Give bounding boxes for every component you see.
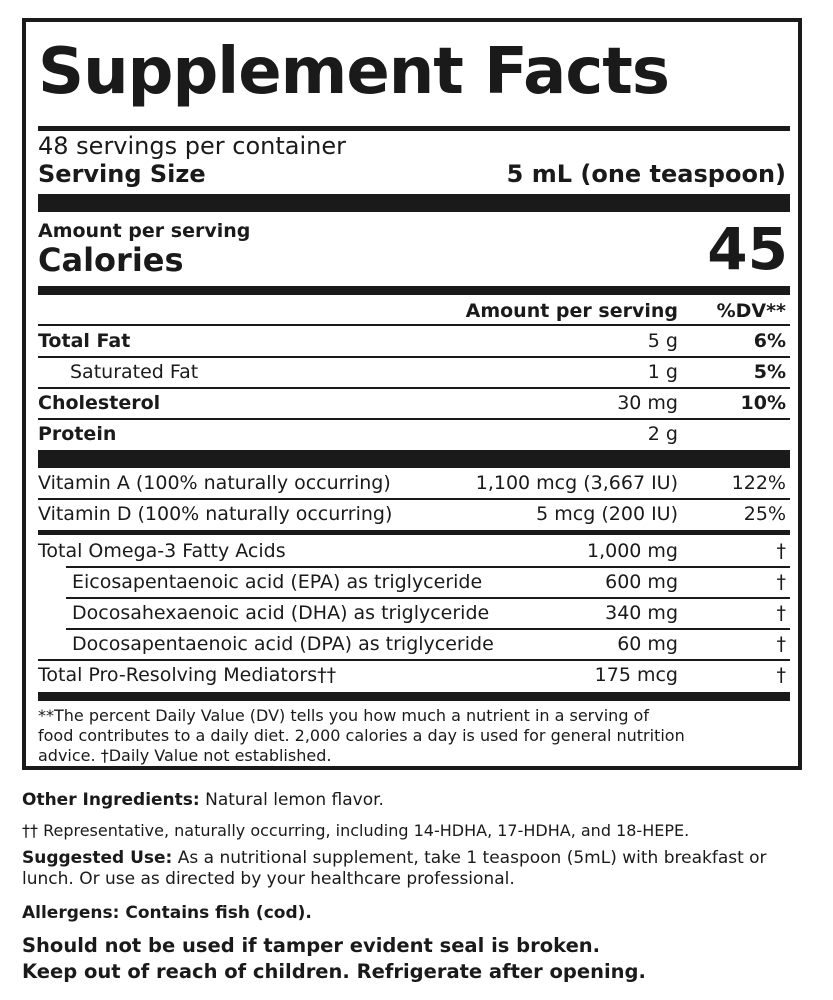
nutrient-dv: 10% <box>740 392 786 414</box>
other-ingredients <box>22 790 812 811</box>
row-divider <box>38 659 790 661</box>
servings-per-container: 48 servings per container <box>38 132 346 160</box>
serving-size-label: Serving Size <box>38 160 206 188</box>
row-divider <box>66 566 790 568</box>
calories-value: 45 <box>707 215 788 283</box>
representative-note: †† Representative, naturally occurring, including 14-HDHA, 17-HDHA, and 18-HEPE. <box>22 821 690 840</box>
nutrient-amount: 175 mcg <box>594 664 678 686</box>
row-divider <box>66 597 790 599</box>
nutrient-dv: 25% <box>743 503 786 525</box>
footnote-line: advice. †Daily Value not established. <box>38 746 332 765</box>
divider-thin <box>38 324 790 326</box>
other-ingredients-text: Natural lemon flavor. <box>199 790 384 810</box>
nutrient-name: Protein <box>38 423 117 445</box>
amount-per-serving-label: Amount per serving <box>38 220 251 242</box>
dv-column-header: %DV** <box>716 300 786 322</box>
nutrient-dv: † <box>776 664 786 686</box>
nutrient-dv: † <box>776 633 786 655</box>
row-divider <box>38 356 790 358</box>
nutrient-dv: 5% <box>753 361 786 383</box>
dv-footnote <box>38 706 790 766</box>
nutrient-name: Vitamin D (100% naturally occurring) <box>38 503 393 525</box>
nutrient-amount: 600 mg <box>605 571 678 593</box>
panel-title: Supplement Facts <box>38 35 669 109</box>
serving-size-value: 5 mL (one teaspoon) <box>506 160 786 188</box>
nutrient-amount: 340 mg <box>605 602 678 624</box>
nutrient-dv: † <box>776 602 786 624</box>
suggested-use <box>22 848 812 890</box>
divider-thick <box>38 126 790 131</box>
footnote-line: **The percent Daily Value (DV) tells you how much a nutrient in a serving of <box>38 706 649 725</box>
nutrient-amount: 5 g <box>647 330 678 352</box>
nutrient-amount: 5 mcg (200 IU) <box>536 503 678 525</box>
divider-thick <box>38 530 790 535</box>
suggested-use-text: As a nutritional supplement, take 1 teaspoon (5mL) with breakfast or lunch. Or use as directed by your healthcare professional. <box>22 848 767 889</box>
suggested-use-label: Suggested Use: <box>22 848 173 868</box>
row-divider <box>38 387 790 389</box>
nutrient-name: Eicosapentaenoic acid (EPA) as triglyceride <box>72 571 483 593</box>
nutrient-amount: 1,100 mcg (3,667 IU) <box>475 472 678 494</box>
nutrient-name: Total Omega-3 Fatty Acids <box>38 540 286 562</box>
divider-heavy <box>38 194 790 212</box>
nutrient-name: Total Pro-Resolving Mediators†† <box>38 664 337 686</box>
allergens: Allergens: Contains fish (cod). <box>22 903 312 923</box>
nutrient-dv: † <box>776 571 786 593</box>
nutrient-dv: † <box>776 540 786 562</box>
nutrient-dv: 122% <box>731 472 786 494</box>
row-divider <box>38 498 790 500</box>
calories-label: Calories <box>38 241 184 279</box>
amount-column-header: Amount per serving <box>465 300 678 322</box>
nutrient-amount: 30 mg <box>617 392 678 414</box>
nutrient-amount: 2 g <box>647 423 678 445</box>
nutrient-name: Docosapentaenoic acid (DPA) as triglyceride <box>72 633 494 655</box>
nutrient-name: Vitamin A (100% naturally occurring) <box>38 472 391 494</box>
nutrient-amount: 60 mg <box>617 633 678 655</box>
row-divider <box>38 418 790 420</box>
nutrient-amount: 1 g <box>647 361 678 383</box>
nutrient-name: Total Fat <box>38 330 131 352</box>
other-ingredients-label: Other Ingredients: <box>22 790 200 810</box>
row-divider <box>66 628 790 630</box>
footnote-line: food contributes to a daily diet. 2,000 calories a day is used for general nutrition <box>38 726 685 745</box>
nutrient-name: Saturated Fat <box>70 361 199 383</box>
divider-medium <box>38 286 790 295</box>
warning-line: Keep out of reach of children. Refrigerate after opening. <box>22 960 646 983</box>
supplement-facts-panel <box>22 18 802 770</box>
warning-line: Should not be used if tamper evident seal is broken. <box>22 934 601 957</box>
nutrient-amount: 1,000 mg <box>586 540 678 562</box>
nutrient-name: Cholesterol <box>38 392 161 414</box>
nutrient-name: Docosahexaenoic acid (DHA) as triglyceride <box>72 602 490 624</box>
divider-heavy <box>38 450 790 468</box>
nutrient-dv: 6% <box>753 330 786 352</box>
divider-medium <box>38 692 790 701</box>
